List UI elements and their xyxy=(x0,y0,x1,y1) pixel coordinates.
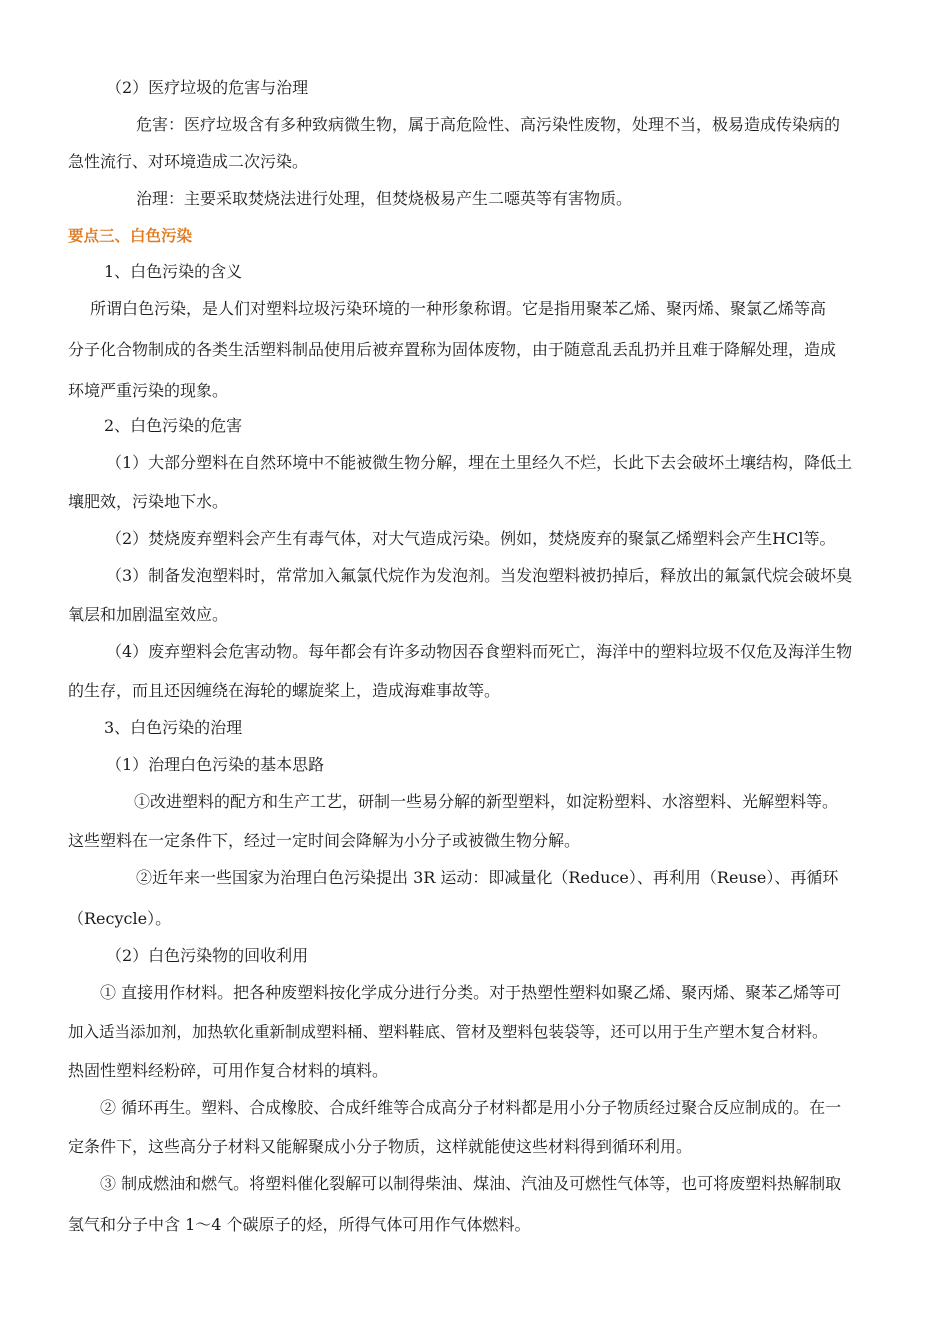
paragraph-line: （4）废弃塑料会危害动物。每年都会有许多动物因吞食塑料而死亡，海洋中的塑料垃圾不仅危及海洋生物 xyxy=(106,642,853,661)
subheading: （1）治理白色污染的基本思路 xyxy=(106,755,325,774)
paragraph-line: 急性流行、对环境造成二次污染。 xyxy=(68,152,309,171)
paragraph-line: （Recycle）。 xyxy=(68,909,172,928)
subheading: （2）白色污染物的回收利用 xyxy=(106,946,309,965)
paragraph-line: ①改进塑料的配方和生产工艺，研制一些易分解的新型塑料，如淀粉塑料、水溶塑料、光解塑料等。 xyxy=(134,792,839,811)
paragraph-line: ② 循环再生。塑料、合成橡胶、合成纤维等合成高分子材料都是用小分子物质经过聚合反应制成的。在一 xyxy=(100,1098,842,1117)
paragraph-line: （3）制备发泡塑料时，常常加入氟氯代烷作为发泡剂。当发泡塑料被扔掉后，释放出的氟氯代烷会破坏臭 xyxy=(106,566,853,585)
subheading-medical-waste: （2）医疗垃圾的危害与治理 xyxy=(106,78,309,97)
subheading: 3、白色污染的治理 xyxy=(104,718,243,737)
paragraph-line: 分子化合物制成的各类生活塑料制品使用后被弃置称为固体废物，由于随意乱丢乱扔并且难于降解处理，造成 xyxy=(68,340,837,359)
paragraph-line: 壤肥效，污染地下水。 xyxy=(68,492,229,511)
section-heading: 要点三、白色污染 xyxy=(68,227,193,245)
paragraph-line: 氧层和加剧温室效应。 xyxy=(68,605,229,624)
paragraph-line: 这些塑料在一定条件下，经过一定时间会降解为小分子或被微生物分解。 xyxy=(68,831,581,850)
paragraph-line: 氢气和分子中含 1～4 个碳原子的烃，所得气体可用作气体燃料。 xyxy=(68,1215,531,1234)
paragraph-line: （2）焚烧废弃塑料会产生有毒气体，对大气造成污染。例如，焚烧废弃的聚氯乙烯塑料会产生HCl等。 xyxy=(106,529,836,548)
paragraph-line: 治理：主要采取焚烧法进行处理，但焚烧极易产生二噁英等有害物质。 xyxy=(136,189,633,208)
subheading: 2、白色污染的危害 xyxy=(104,416,243,435)
paragraph-line: 加入适当添加剂，加热软化重新制成塑料桶、塑料鞋底、管材及塑料包装袋等，还可以用于生产塑木复合材料。 xyxy=(68,1023,828,1041)
paragraph-line: 环境严重污染的现象。 xyxy=(68,381,229,400)
paragraph-line: ③ 制成燃油和燃气。将塑料催化裂解可以制得柴油、煤油、汽油及可燃性气体等，也可将废塑料热解制取 xyxy=(100,1174,842,1193)
paragraph-line: 定条件下，这些高分子材料又能解聚成小分子物质，这样就能使这些材料得到循环利用。 xyxy=(68,1137,693,1156)
paragraph-line: （1）大部分塑料在自然环境中不能被微生物分解，埋在土里经久不烂，长此下去会破坏土壤结构，降低土 xyxy=(106,453,853,472)
paragraph-line: 危害：医疗垃圾含有多种致病微生物，属于高危险性、高污染性废物，处理不当，极易造成传染病的 xyxy=(136,115,841,134)
paragraph-line: ① 直接用作材料。把各种废塑料按化学成分进行分类。对于热塑性塑料如聚乙烯、聚丙烯、聚苯乙烯等可 xyxy=(100,983,842,1002)
paragraph-line: 热固性塑料经粉碎，可用作复合材料的填料。 xyxy=(68,1061,389,1080)
paragraph-line: 所谓白色污染，是人们对塑料垃圾污染环境的一种形象称谓。它是指用聚苯乙烯、聚丙烯、聚氯乙烯等高 xyxy=(90,299,827,318)
paragraph-line: 的生存，而且还因缠绕在海轮的螺旋桨上，造成海难事故等。 xyxy=(68,681,501,700)
paragraph-line: ②近年来一些国家为治理白色污染提出 3R 运动：即减量化（Reduce）、再利用（Reuse）、再循环 xyxy=(136,868,839,887)
subheading: 1、白色污染的含义 xyxy=(104,262,243,281)
